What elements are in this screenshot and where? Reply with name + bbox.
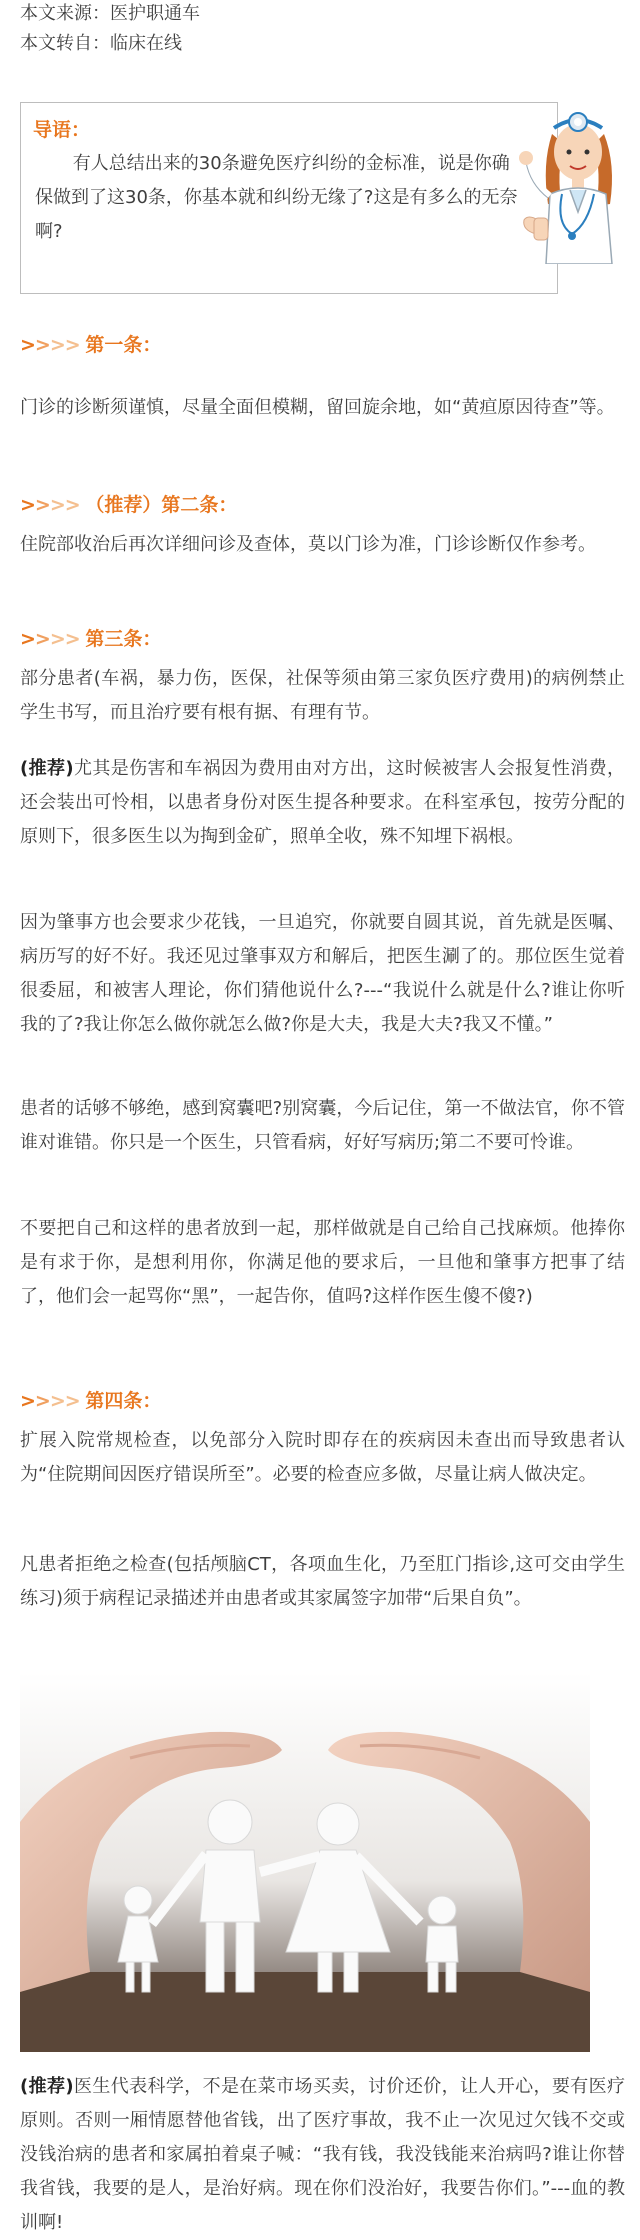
intro-box — [20, 102, 558, 294]
section-3-paragraph-2 — [20, 752, 625, 854]
section-3-paragraph-1: 部分患者(车祸，暴力伤，医保，社保等须由第三家负医疗费用)的病例禁止学生书写，而且治疗要有根有据、有理有节。 — [20, 668, 625, 723]
section-4-title: 第四条： — [85, 1390, 162, 1412]
section-3-paragraph-3: 因为肇事方也会要求少花钱，一旦追究，你就要自圆其说，首先就是医嘱、病历写的好不好。我还见过肇事双方和解后，把医生涮了的。那位医生觉着很委屈，和被害人理论，你们猜他说什么?---“我说什么就是什么?谁让你听我的了?我让你怎么做你就怎么做?你是大夫，我是大夫?我又不懂。” — [20, 912, 625, 1035]
double-arrow-icon: >>>> — [20, 1390, 80, 1412]
section-4-paragraph-1: 扩展入院常规检查，以免部分入院时即存在的疾病因未查出而导致患者认为“住院期间因医疗错误所至”。必要的检查应多做，尽量让病人做决定。 — [20, 1430, 625, 1485]
double-arrow-icon: >>>> — [20, 334, 80, 356]
recommend-tag: (推荐) — [20, 2076, 74, 2097]
section-1-paragraph-1: 门诊的诊断须谨慎，尽量全面但模糊，留回旋余地，如“黄疸原因待查”等。 — [20, 397, 615, 418]
section-4-paragraph-2: 凡患者拒绝之检查(包括颅脑CT，各项血生化，乃至肛门指诊,这可交由学生练习)须于病程记录描述并由患者或其家属签字加带“后果自负”。 — [20, 1554, 625, 1609]
doctor-illustration-icon — [512, 94, 632, 264]
repost-line: 本文转自：临床在线 — [20, 33, 182, 54]
section-3-paragraph-5: 不要把自己和这样的患者放到一起，那样做就是自己给自己找麻烦。他捧你是有求于你，是想利用你，你满足他的要求后，一旦他和肇事方把事了结了，他们会一起骂你“黑”，一起告你，值吗?这样作医生傻不傻?) — [20, 1218, 625, 1307]
section-4-heading — [20, 1386, 161, 1413]
double-arrow-icon: >>>> — [20, 628, 80, 650]
section-3-paragraph-2-text: 尤其是伤害和车祸因为费用由对方出，这时候被害人会报复性消费，还会装出可怜相，以患者身份对医生提各种要求。在科室承包，按劳分配的原则下，很多医生以为掏到金矿，照单全收，殊不知埋下祸根。 — [20, 758, 625, 847]
section-1-title: 第一条： — [85, 334, 162, 356]
recommend-tag: (推荐) — [20, 758, 74, 779]
double-arrow-icon: >>>> — [20, 494, 80, 516]
section-1-heading — [20, 330, 161, 357]
intro-text: 有人总结出来的30条避免医疗纠纷的金标准，说是你确保做到了这30条，你基本就和纠纷无缘了?这是有多么的无奈啊? — [35, 153, 518, 242]
section-2-title: （推荐）第二条： — [85, 494, 238, 516]
section-3-heading — [20, 624, 161, 651]
family-hands-image — [20, 1672, 590, 2052]
section-3-title: 第三条： — [85, 628, 162, 650]
intro-title: 导语： — [33, 119, 91, 141]
section-4-paragraph-3-text: 医生代表科学，不是在菜市场买卖，讨价还价，让人开心，要有医疗原则。否则一厢情愿替他省钱，出了医疗事故，我不止一次见过欠钱不交或没钱治病的患者和家属拍着桌子喊：“我有钱，我没钱能来治病吗?谁让你替我省钱，我要的是人，是治好病。现在你们没治好，我要告你们。”---血的教训啊! — [20, 2076, 625, 2233]
section-3-paragraph-4: 患者的话够不够绝，感到窝囊吧?别窝囊，今后记住，第一不做法官，你不管谁对谁错。你只是一个医生，只管看病，好好写病历;第二不要可怜谁。 — [20, 1098, 625, 1153]
family-protected-by-hands-photo — [20, 1672, 590, 2052]
section-4-paragraph-3 — [20, 2070, 625, 2240]
source-line: 本文来源：医护职通车 — [20, 3, 200, 24]
section-2-paragraph-1: 住院部收治后再次详细问诊及查体，莫以门诊为准，门诊诊断仅作参考。 — [20, 534, 596, 555]
section-2-heading — [20, 490, 237, 517]
